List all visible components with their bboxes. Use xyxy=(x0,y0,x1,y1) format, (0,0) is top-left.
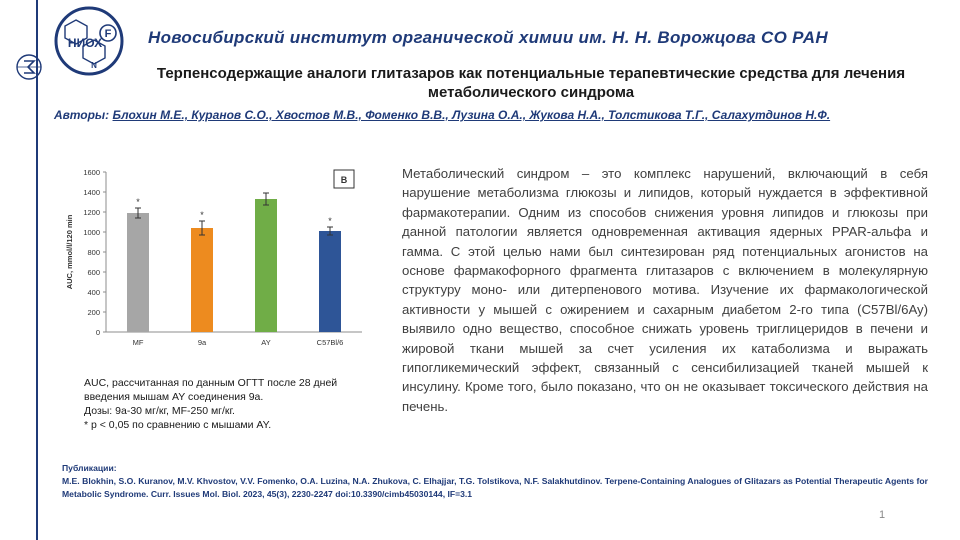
sigma-globe-icon xyxy=(14,52,44,82)
authors-names: Блохин М.Е., Куранов С.О., Хвостов М.В., Фоменко В.В., Лузина О.А., Жукова Н.А., Толстикова Т.Г., Салахутдинов Н.Ф. xyxy=(112,108,831,122)
bar-ay xyxy=(255,199,277,332)
bar-mf xyxy=(127,213,149,332)
y-tick-label: 1600 xyxy=(83,168,100,177)
x-tick-label: 9a xyxy=(197,338,207,347)
significance-marker: * xyxy=(200,210,204,220)
publications xyxy=(62,462,928,501)
logo-text: НИОХ xyxy=(67,36,103,50)
caption-line-2: введения мышам AY соединения 9a. xyxy=(84,391,264,403)
authors-label: Авторы: xyxy=(54,108,110,122)
title-line-1: Терпенсодержащие аналоги глитазаров как потенциальные терапевтические средства для лечения xyxy=(156,65,906,82)
nioh-logo xyxy=(54,6,124,76)
y-tick-label: 1200 xyxy=(83,208,100,217)
significance-marker: * xyxy=(136,197,140,207)
auc-bar-chart xyxy=(62,158,372,358)
x-tick-label: AY xyxy=(261,338,271,347)
caption-line-3: Дозы: 9а-30 мг/кг, MF-250 мг/кг. xyxy=(84,405,235,417)
y-tick-label: 1400 xyxy=(83,188,100,197)
bar-9a xyxy=(191,228,213,332)
panel-label: B xyxy=(340,175,348,185)
y-tick-label: 800 xyxy=(87,248,100,257)
page-number: 1 xyxy=(879,509,886,521)
y-tick-label: 0 xyxy=(95,328,100,337)
institute-name: Новосибирский институт органической химии им. Н. Н. Ворожцова СО РАН xyxy=(148,28,828,47)
authors-line xyxy=(54,108,830,122)
bar-c57bl6 xyxy=(319,231,341,332)
x-tick-label: C57Bl/6 xyxy=(316,338,344,347)
page-title xyxy=(132,64,930,102)
title-line-2: метаболического синдрома xyxy=(427,84,635,101)
publications-text: M.E. Blokhin, S.O. Kuranov, M.V. Khvostov, V.V. Fomenko, O.A. Luzina, N.A. Zhukova, C. Elhajjar, T.G. Tolstikova, N.F. Salakhutdinov. Terpene-Containing Analogues of Glitazars as Potential Therapeutic Agents for Metabolic Syndrome. Curr. Issues Mol. Biol. 2023, 45(3), 2230-2247 doi:10.3390/cimb45030144, IF=3.1 xyxy=(62,476,928,499)
publications-label: Публикации: xyxy=(62,463,117,473)
chart-caption xyxy=(84,376,374,432)
abstract-text: Метаболический синдром – это комплекс нарушений, включающий в себя нарушение метаболизма глюкозы и липидов, который нуждается в эффективной фармакотерапии. Одним из способов снижения уровня липидов и глюкозы при данной патологии является одновременная активация ядерных PPAR-альфа и гамма. С этой целью нами был синтезирован ряд потенциальных агонистов на основе фармакофорного фрагмента глитазаров с включением в молекулярную структуру моно- или дитерпенового мотива. Изучение их фармакологической активности у мышей с ожирением и сахарным диабетом 2-го типа (C57Bl/6Ay) выявило одно вещество, способное снижать уровень триглицеридов в печени и жировой ткани мышей за счет усиления их катаболизма и выражать гипогликемический эффект, связанный с сенсибилизацией тканей мышей к инсулину. Кроме того, было показано, что он не оказывает токсического действия на печень. xyxy=(402,166,928,414)
x-tick-label: MF xyxy=(132,338,144,347)
logo-n-letter: N xyxy=(91,61,97,70)
logo-f-letter: F xyxy=(104,28,112,40)
y-tick-label: 1000 xyxy=(83,228,100,237)
significance-marker: * xyxy=(328,216,332,226)
caption-line-1: AUC, рассчитанная по данным ОГТТ после 28 дней xyxy=(84,377,338,389)
y-tick-label: 600 xyxy=(87,268,100,277)
caption-line-4: * p < 0,05 по сравнению с мышами AY. xyxy=(84,419,272,431)
y-axis-label: AUC, mmol/l/120 min xyxy=(65,214,74,290)
y-tick-label: 400 xyxy=(87,288,100,297)
y-tick-label: 200 xyxy=(87,308,100,317)
